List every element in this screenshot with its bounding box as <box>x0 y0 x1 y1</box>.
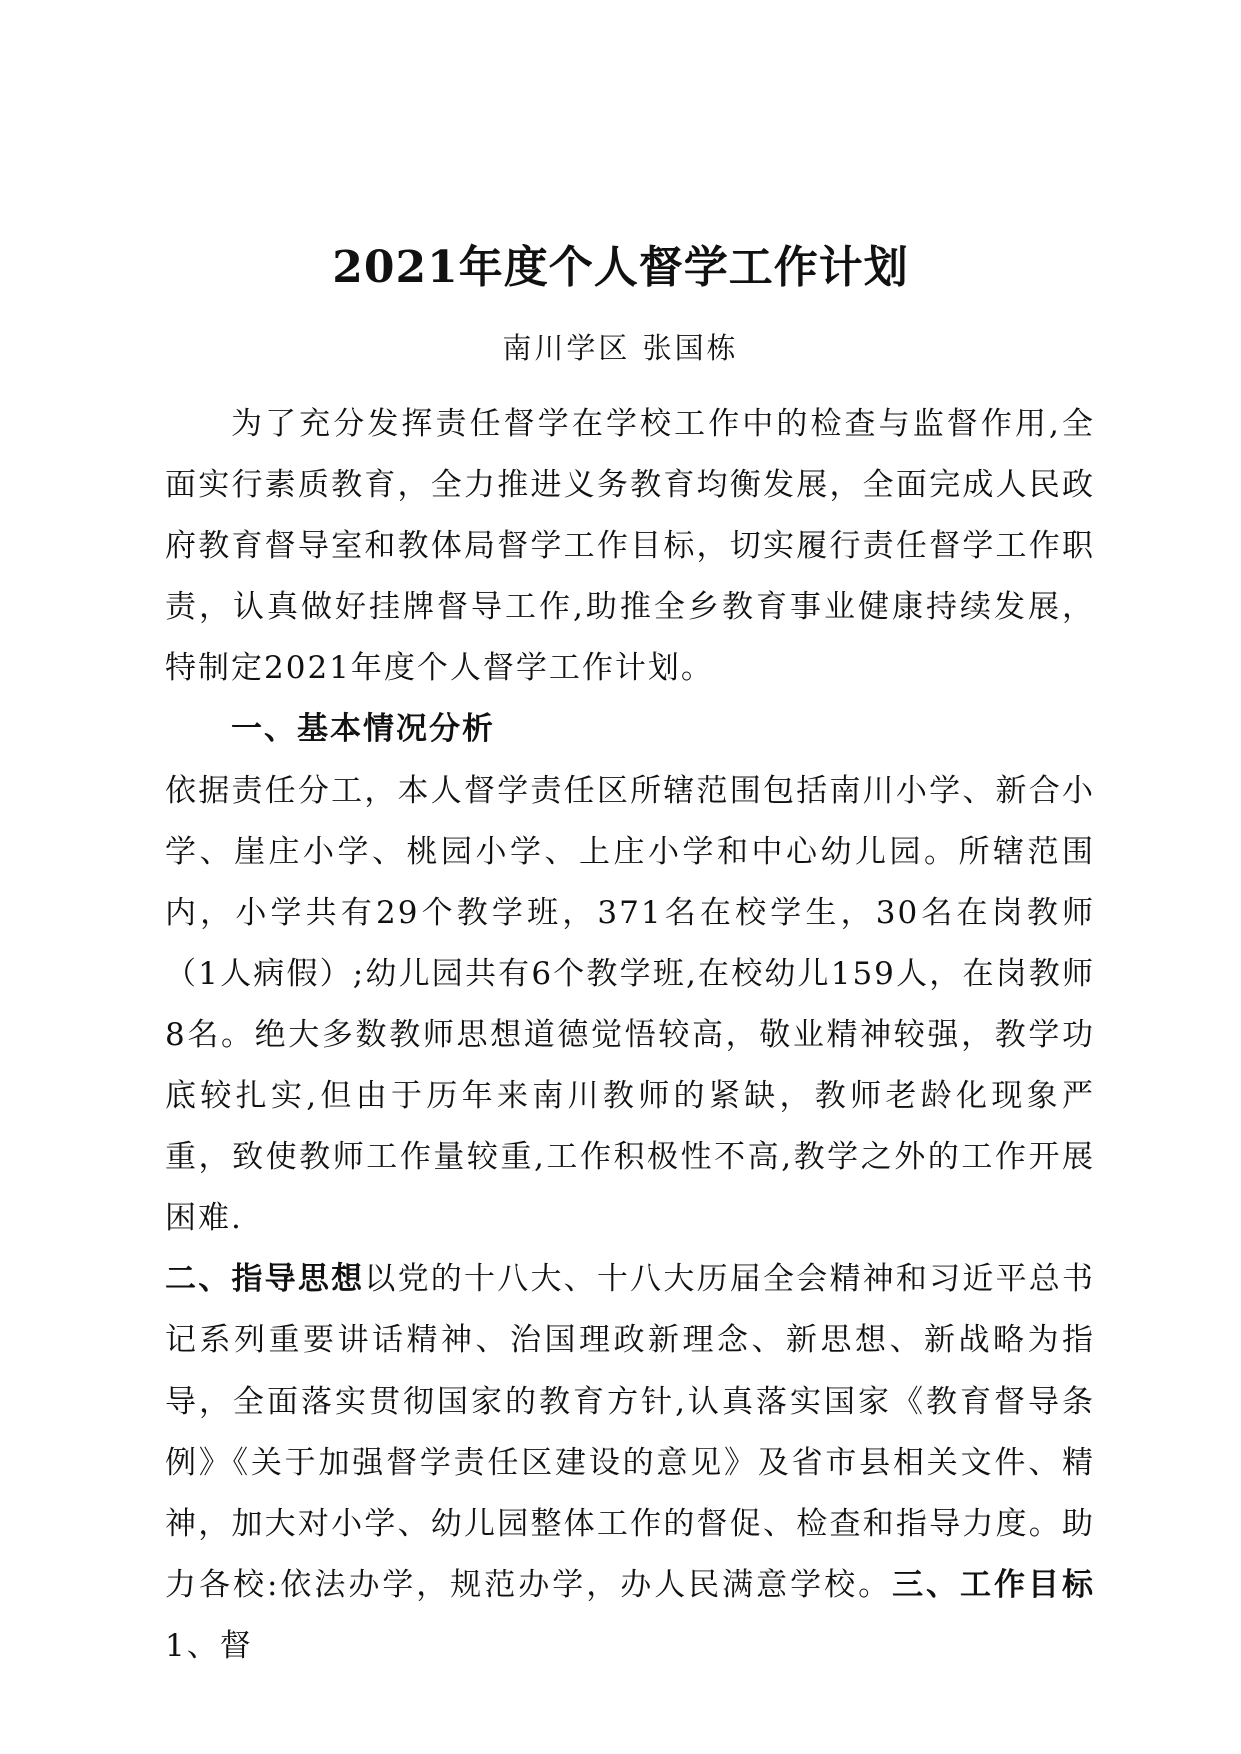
section-heading-work-goals: 三、工作目标 <box>892 1566 1095 1603</box>
intro-paragraph: 为了充分发挥责任督学在学校工作中的检查与监督作用,全面实行素质教育，全力推进义务教育均衡发展，全面完成人民政府教育督导室和教体局督学工作目标，切实履行责任督学工作职责，认真做好挂牌督导工作,助推全乡教育事业健康持续发展，特制定2021年度个人督学工作计划。 <box>165 406 1095 687</box>
guiding-thought-text: 以党的十八大、十八大历届全会精神和习近平总书记系列重要讲话精神、治国理政新理念、新思想、新战略为指导，全面落实贯彻国家的教育方针,认真落实国家《教育督导条例》《关于加强督学责任区建设的意见》及省市县相关文件、精神，加大对小学、幼儿园整体工作的督促、检查和指导力度。助力各校:依法办学，规范办学，办人民满意学校。 <box>165 1261 1096 1603</box>
section-heading-guiding-thought: 二、指导思想 <box>165 1261 365 1298</box>
guiding-and-goals-paragraph <box>165 1249 1095 1677</box>
basic-situation-paragraph: 依据责任分工，本人督学责任区所辖范围包括南川小学、新合小学、崖庄小学、桃园小学、上庄小学和中心幼儿园。所辖范围内，小学共有29个教学班，371名在校学生，30名在岗教师（1人病假）;幼儿园共有6个教学班,在校幼儿159人，在岗教师8名。绝大多数教师思想道德觉悟较高，敬业精神较强，教学功底较扎实,但由于历年来南川教师的紧缺，教师老龄化现象严重，致使教师工作量较重,工作积极性不高,教学之外的工作开展困难. <box>165 772 1095 1237</box>
work-goals-text: 1、督 <box>165 1627 253 1664</box>
section-heading-basic-situation: 一、基本情况分析 <box>231 711 495 748</box>
document-title: 2021年度个人督学工作计划 <box>332 242 909 293</box>
document-body <box>165 394 1095 1677</box>
document-author: 南川学区 张国栋 <box>502 331 739 365</box>
